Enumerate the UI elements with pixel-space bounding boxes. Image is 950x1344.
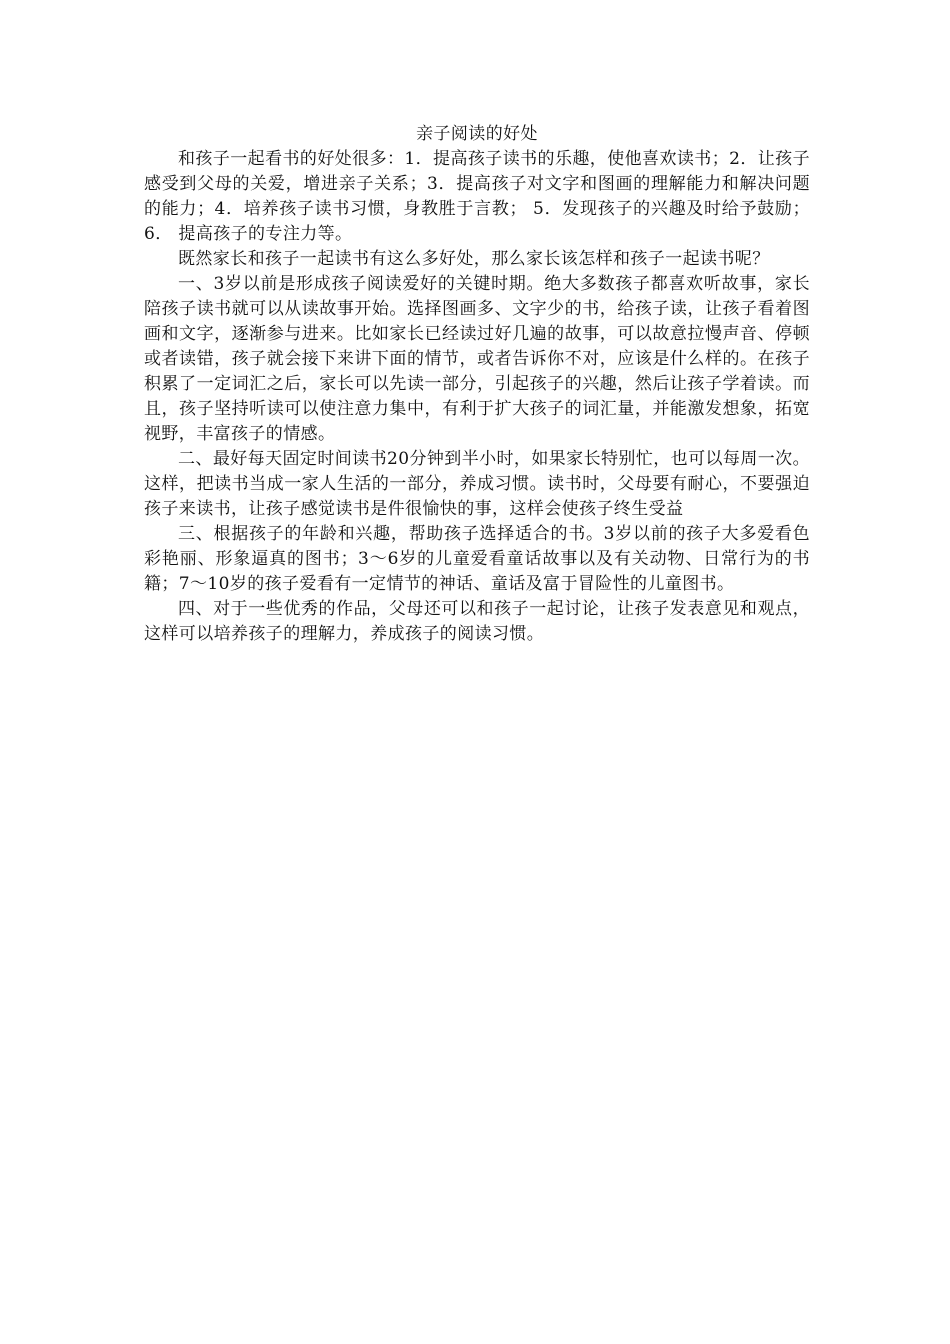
paragraph-point-one: 一、3岁以前是形成孩子阅读爱好的关键时期。绝大多数孩子都喜欢听故事，家长陪孩子读书就可以从读故事开始。选择图画多、文字少的书，给孩子读，让孩子看着图画和文字，逐渐参与进来。比如家长已经读过好几遍的故事，可以故意拉慢声音、停顿或者读错，孩子就会接下来讲下面的情节，或者告诉你不对，应该是什么样的。在孩子积累了一定词汇之后，家长可以先读一部分，引起孩子的兴趣，然后让孩子学着读。而且，孩子坚持听读可以使注意力集中，有利于扩大孩子的词汇量，并能激发想象，拓宽视野，丰富孩子的情感。 xyxy=(144,274,810,444)
paragraph-point-four: 四、对于一些优秀的作品，父母还可以和孩子一起讨论，让孩子发表意见和观点，这样可以培养孩子的理解力，养成孩子的阅读习惯。 xyxy=(144,599,810,644)
paragraph-point-two: 二、最好每天固定时间读书20分钟到半小时，如果家长特别忙，也可以每周一次。这样，把读书当成一家人生活的一部分，养成习惯。读书时，父母要有耐心，不要强迫孩子来读书，让孩子感觉读书是件很愉快的事，这样会使孩子终生受益 xyxy=(144,449,810,519)
paragraph-point-three: 三、根据孩子的年龄和兴趣，帮助孩子选择适合的书。3岁以前的孩子大多爱看色彩艳丽、形象逼真的图书；3～6岁的儿童爱看童话故事以及有关动物、日常行为的书籍；7～10岁的孩子爱看有一定情节的神话、童话及富于冒险性的儿童图书。 xyxy=(144,524,810,594)
paragraph-question: 既然家长和孩子一起读书有这么多好处，那么家长该怎样和孩子一起读书呢？ xyxy=(178,249,770,269)
document-title: 亲子阅读的好处 xyxy=(416,124,538,144)
paragraph-benefits-list: 和孩子一起看书的好处很多：1．提高孩子读书的乐趣，使他喜欢读书；2．让孩子感受到父母的关爱，增进亲子关系；3．提高孩子对文字和图画的理解能力和解决问题的能力；4．培养孩子读书习惯，身教胜于言教； 5．发现孩子的兴趣及时给予鼓励； 6． 提高孩子的专注力等。 xyxy=(144,149,810,244)
document-body xyxy=(144,122,810,647)
